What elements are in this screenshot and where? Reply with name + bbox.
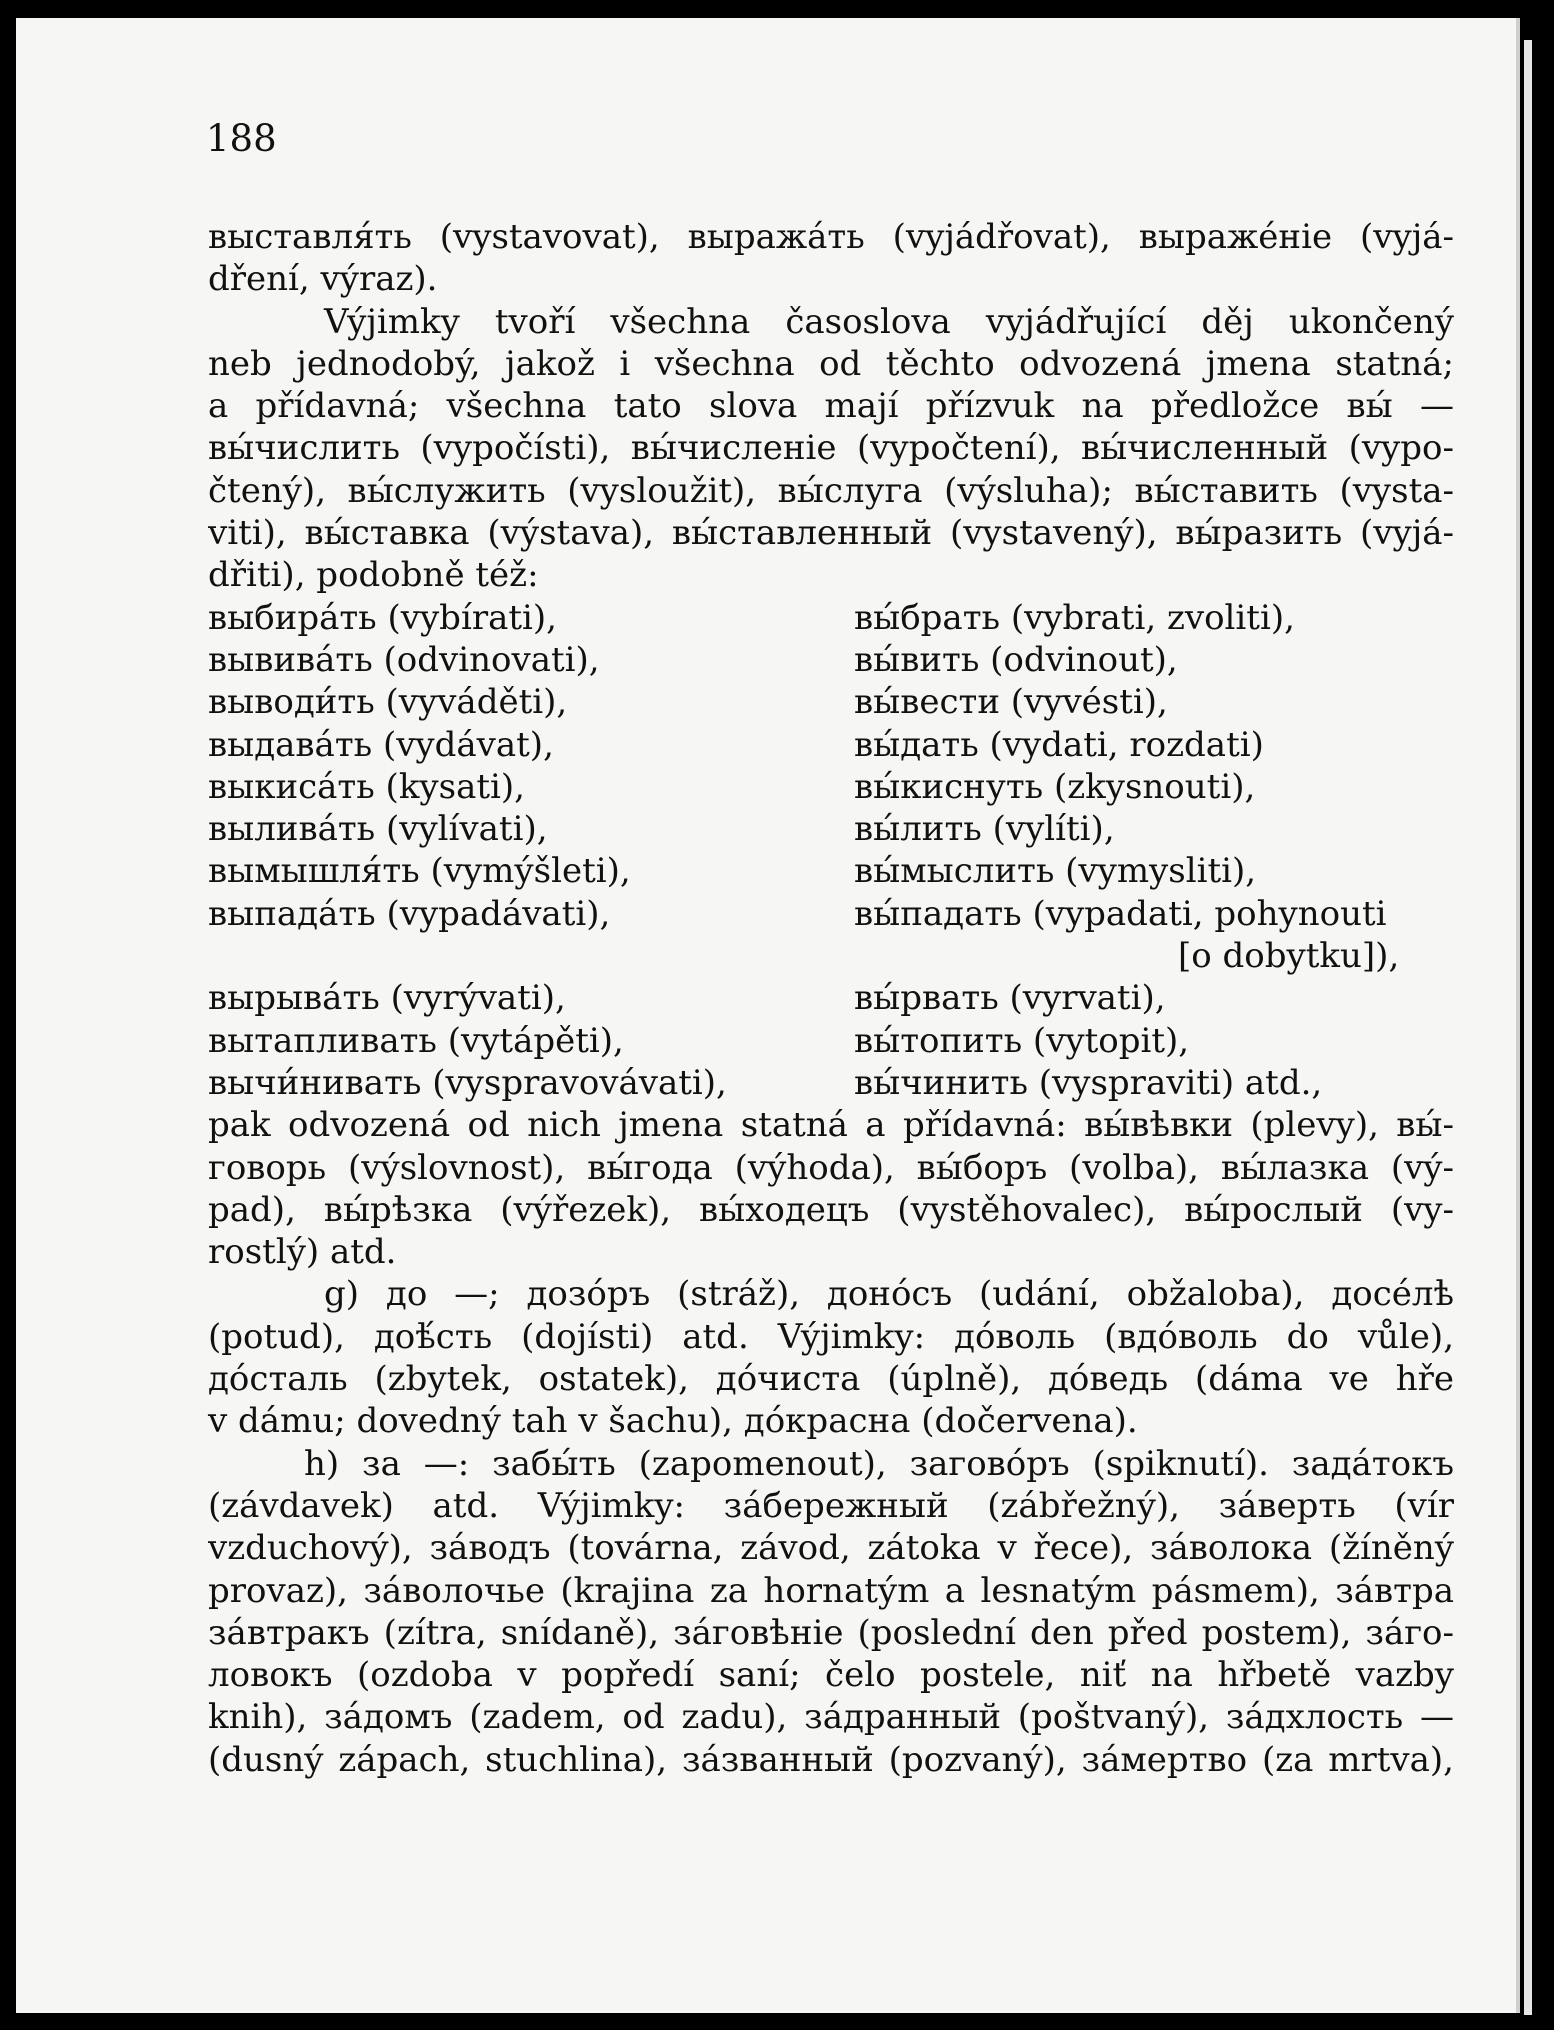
imperfective-form: вытапливать (vytápěti), [208, 1020, 624, 1061]
text-line: neb jednodobý, jakož i všechna od těchto odvozená jmena statná; [208, 343, 1454, 384]
word-pair-row [208, 766, 1454, 808]
word-pair-row [208, 639, 1454, 681]
perfective-form: вы́мыслить (vymysliti), [854, 851, 1257, 892]
perfective-form: вы́брать (vybrati, zvoliti), [854, 597, 1295, 638]
text-line: (potud), доѣ́сть (dojísti) atd. Výjimky: до́воль (вдо́воль do vůle), [208, 1316, 1454, 1357]
text-line: вы́числить (vypočísti), вы́численіе (vypočtení), вы́численный (vypo- [208, 428, 1454, 469]
perfective-form: вы́чинить (vyspraviti) atd., [854, 1062, 1323, 1103]
text-line: dření, výraz). [208, 259, 438, 300]
perfective-form: вы́вить (odvinout), [854, 639, 1178, 680]
perfective-form: вы́рвать (vyrvati), [854, 978, 1166, 1019]
word-pair-row [208, 808, 1454, 850]
imperfective-form: выводи́ть (vyváděti), [208, 682, 568, 723]
imperfective-form: выдава́ть (vydávat), [208, 724, 554, 765]
text-line: pak odvozená od nich jmena statná a přídavná: вы́вѣвки (plevy), вы́- [208, 1105, 1454, 1146]
text-line: (závdavek) atd. Výjimky: за́бережный (zábřežný), за́верть (vír [208, 1485, 1454, 1526]
pair-continuation: [o dobytku]), [1178, 936, 1400, 977]
word-pair-row [208, 1020, 1454, 1062]
text-line: rostlý) atd. [208, 1232, 397, 1273]
imperfective-form: вычи́нивать (vyspravovávati), [208, 1062, 727, 1103]
imperfective-form: выкиса́ть (kysati), [208, 766, 525, 807]
imperfective-form: вырыва́ть (vyrývati), [208, 978, 566, 1019]
text-line: (dusný zápach, stuchlina), за́званный (pozvaný), за́мертво (za mrtva), [208, 1739, 1454, 1780]
text-line: dřiti), podobně též: [208, 555, 539, 596]
text-line: g) до —; дозо́ръ (stráž), доно́съ (udání, obžaloba), досе́лѣ [324, 1274, 1454, 1315]
next-page-edge [1524, 40, 1532, 2015]
page-edge-shadow [1516, 18, 1520, 2013]
text-line: viti), вы́ставка (výstava), вы́ставленный (vystavený), вы́разить (vyjá- [208, 513, 1454, 554]
text-line: vzduchový), за́водъ (továrna, závod, zátoka v řece), за́волока (žíněný [208, 1528, 1454, 1569]
word-pair-row [208, 724, 1454, 766]
imperfective-form: вылива́ть (vylívati), [208, 809, 548, 850]
book-page [16, 18, 1516, 2013]
text-line: говорь (výslovnost), вы́года (výhoda), вы́боръ (volba), вы́лазка (vý- [208, 1147, 1454, 1188]
imperfective-form: выпада́ть (vypadávati), [208, 893, 611, 934]
imperfective-form: вывива́ть (odvinovati), [208, 639, 600, 680]
imperfective-form: вымышля́ть (vymýšleti), [208, 851, 631, 892]
perfective-form: вы́киснуть (zkysnouti), [854, 766, 1256, 807]
text-line: до́сталь (zbytek, ostatek), до́чиста (úplně), до́ведь (dáma ve hře [208, 1359, 1454, 1400]
word-pair-row [208, 597, 1454, 639]
word-pair-row [208, 681, 1454, 723]
perfective-form: вы́падать (vypadati, pohynouti [854, 893, 1387, 934]
perfective-form: вы́топить (vytopit), [854, 1020, 1190, 1061]
word-pair-row [208, 893, 1454, 935]
word-pair-row [208, 850, 1454, 892]
text-line: a přídavná; všechna tato slova mají přízvuk na předložce вы́ — [208, 386, 1454, 427]
text-line: provaz), за́волочье (krajina za hornatým a lesnatým pásmem), за́втра [208, 1570, 1454, 1611]
text-line: Výjimky tvoří všechna časoslova vyjádřující děj ukončený [324, 301, 1454, 342]
perfective-form: вы́дать (vydati, rozdati) [854, 724, 1264, 765]
text-line: knih), за́домъ (zadem, od zadu), за́дранный (poštvaný), за́дхлость — [208, 1697, 1454, 1738]
page-body [208, 216, 1454, 1781]
imperfective-form: выбира́ть (vybírati), [208, 597, 557, 638]
text-line: выставля́ть (vystavovat), выража́ть (vyjádřovat), выраже́ніе (vyjá- [208, 217, 1454, 257]
text-line: pad), вы́рѣзка (výřezek), вы́ходецъ (vystěhovalec), вы́рослый (vy- [208, 1189, 1454, 1230]
word-pair-row [208, 1062, 1454, 1104]
text-line: за́втракъ (zítra, snídaně), за́говѣніе (poslední den před postem), за́го- [208, 1612, 1454, 1653]
text-line: v dámu; dovedný tah v šachu), до́красна (dočervena). [208, 1401, 1138, 1442]
text-line: čtený), вы́служить (vysloužit), вы́слуга (výsluha); вы́ставить (vysta- [208, 470, 1454, 511]
perfective-form: вы́вести (vyvésti), [854, 682, 1168, 723]
page-number: 188 [206, 117, 277, 160]
word-pair-row [208, 977, 1454, 1019]
text-line: h) за —: забы́ть (zapomenout), загово́ръ (spiknutí). зада́токъ [304, 1443, 1454, 1484]
perfective-form: вы́лить (vylíti), [854, 809, 1115, 850]
text-line: ловокъ (ozdoba v popředí saní; čelo postele, niť na hřbetě vazby [208, 1655, 1454, 1696]
